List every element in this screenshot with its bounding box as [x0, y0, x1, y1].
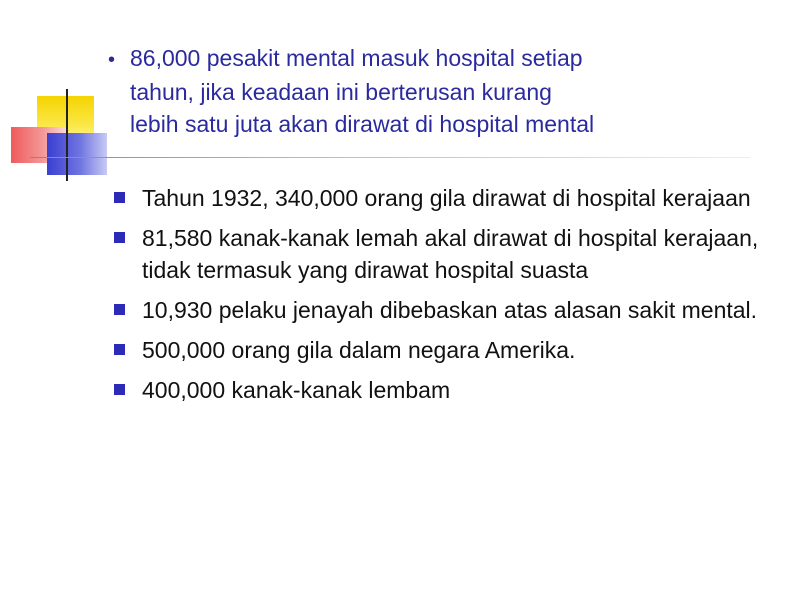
title-line-1: [108, 42, 728, 76]
decor-blue-square: [47, 133, 107, 175]
bullet-square-icon: [114, 344, 125, 355]
bullet-text: 500,000 orang gila dalam negara Amerika.: [142, 337, 576, 363]
bullet-item: [112, 294, 772, 326]
bullet-item: [112, 334, 772, 366]
bullet-square-icon: [114, 232, 125, 243]
bullet-item: [112, 374, 772, 406]
title-line-3: lebih satu juta akan dirawat di hospital mental: [130, 111, 595, 137]
bullet-item: [112, 182, 772, 214]
bullet-text: 81,580 kanak-kanak lemah akal dirawat di hospital kerajaan, tidak termasuk yang dirawat hospital suasta: [142, 225, 759, 283]
title-bullet-icon: •: [108, 49, 116, 71]
title-line-1-text: 86,000 pesakit mental masuk hospital setiap: [130, 45, 583, 71]
bullet-square-icon: [114, 192, 125, 203]
bullet-square-icon: [114, 384, 125, 395]
bullet-square-icon: [114, 304, 125, 315]
bullet-text: 400,000 kanak-kanak lembam: [142, 377, 451, 403]
bullet-item: [112, 222, 772, 286]
title-line-2: tahun, jika keadaan ini berterusan kurang: [130, 79, 552, 105]
slide-title: [108, 42, 728, 140]
bullet-text: 10,930 pelaku jenayah dibebaskan atas alasan sakit mental.: [142, 297, 758, 323]
bullet-text: Tahun 1932, 340,000 orang gila dirawat di hospital kerajaan: [142, 185, 751, 211]
title-divider-line: [30, 157, 750, 158]
bullet-list: [112, 182, 772, 414]
decor-vertical-line: [66, 89, 68, 181]
